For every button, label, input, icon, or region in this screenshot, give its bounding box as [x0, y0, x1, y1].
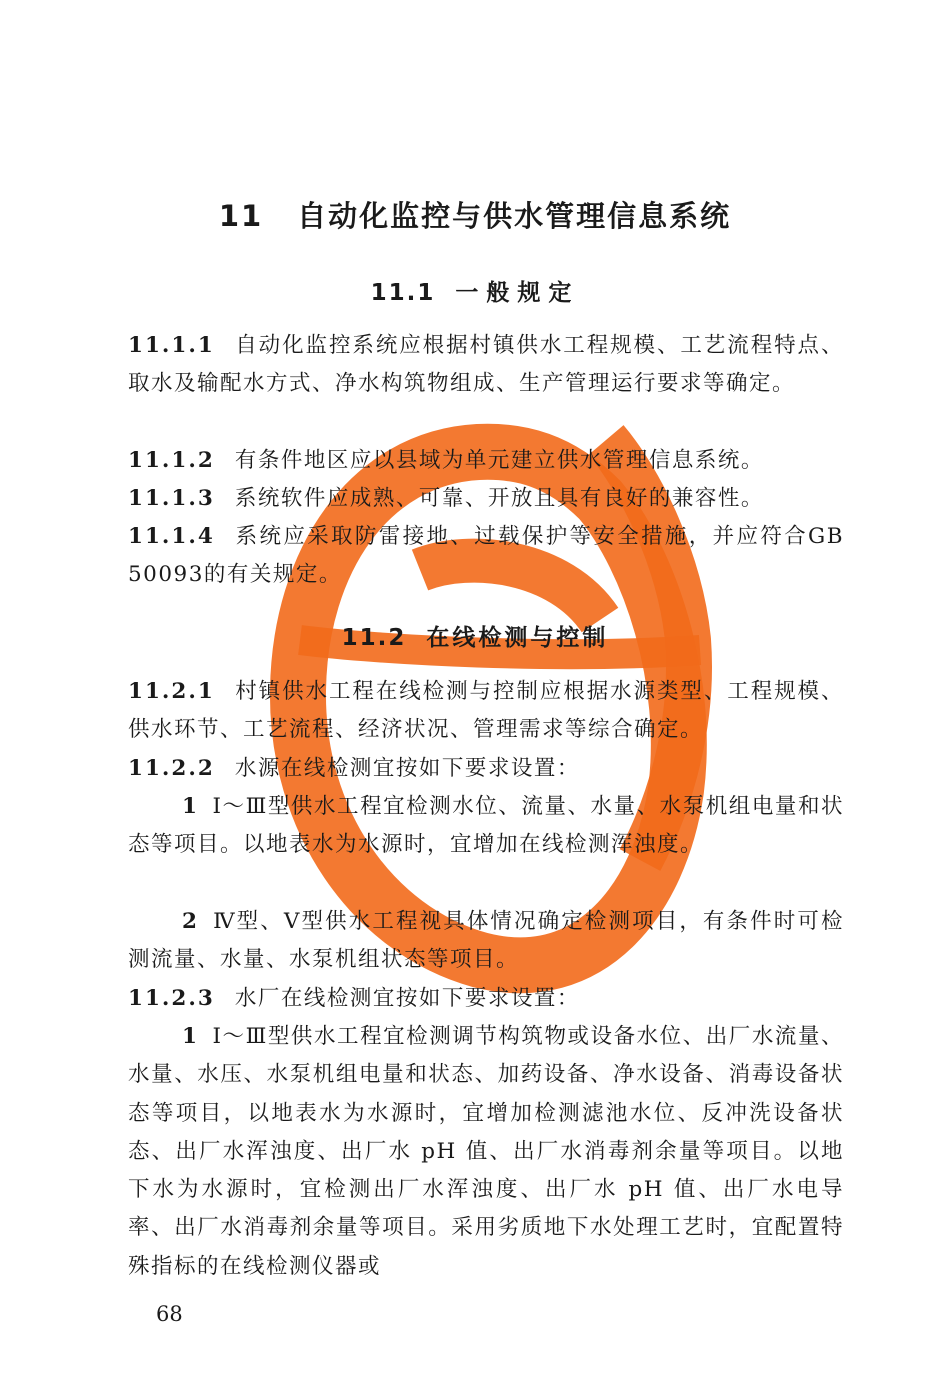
clause-11-2-2 — [128, 750, 844, 788]
clause-text: 水厂在线检测宜按如下要求设置： — [234, 986, 580, 1011]
section-heading-11-2 — [0, 619, 950, 652]
clause-number: 11.1.4 — [128, 524, 215, 549]
section-title-text: 一般规定 — [455, 280, 580, 306]
item-11-2-3-1 — [128, 1018, 844, 1286]
clause-text: 自动化监控系统应根据村镇供水工程规模、工艺流程特点、取水及输配水方式、净水构筑物组成、生产管理运行要求等确定。 — [128, 333, 844, 397]
clause-number: 11.1.2 — [128, 448, 215, 473]
chapter-heading — [0, 194, 950, 235]
clause-11-2-1 — [128, 673, 844, 750]
clause-text: 有条件地区应以县域为单元建立供水管理信息系统。 — [234, 448, 764, 473]
clause-number: 11.1.1 — [128, 333, 215, 358]
chapter-number: 11 — [218, 199, 264, 233]
item-number: 1 — [182, 794, 199, 819]
section-number: 11.2 — [341, 625, 407, 651]
clause-text: 水源在线检测宜按如下要求设置： — [234, 756, 580, 781]
item-text: Ⅰ～Ⅲ型供水工程宜检测水位、流量、水量、水泵机组电量和状态等项目。以地表水为水源时，宜增加在线检测浑浊度。 — [128, 794, 844, 858]
clause-text: 系统应采取防雷接地、过载保护等安全措施，并应符合GB 50093的有关规定。 — [128, 524, 844, 588]
clause-text: 村镇供水工程在线检测与控制应根据水源类型、工程规模、供水环节、工艺流程、经济状况、管理需求等综合确定。 — [128, 679, 844, 743]
section-heading-11-1 — [0, 274, 950, 307]
clause-11-1-1 — [128, 327, 844, 404]
section-number: 11.1 — [370, 280, 436, 306]
clause-11-1-3 — [128, 480, 844, 518]
clause-number: 11.1.3 — [128, 486, 215, 511]
page-number: 68 — [156, 1302, 183, 1326]
clause-number: 11.2.2 — [128, 756, 215, 781]
clause-11-2-3 — [128, 980, 844, 1018]
item-number: 2 — [182, 909, 199, 934]
clause-number: 11.2.1 — [128, 679, 215, 704]
item-number: 1 — [182, 1024, 199, 1049]
item-text: Ⅳ型、Ⅴ型供水工程视具体情况确定检测项目，有条件时可检测流量、水量、水泵机组状态等项目。 — [128, 909, 844, 973]
clause-11-1-4 — [128, 518, 844, 595]
section-title-text: 在线检测与控制 — [426, 625, 609, 651]
clause-number: 11.2.3 — [128, 986, 215, 1011]
clause-11-1-2 — [128, 442, 844, 480]
item-text: Ⅰ～Ⅲ型供水工程宜检测调节构筑物或设备水位、出厂水流量、水量、水压、水泵机组电量和状态、加药设备、净水设备、消毒设备状态等项目，以地表水为水源时，宜增加检测滤池水位、反冲洗设备状态、出厂水浑浊度、出厂水 pH 值、出厂水消毒剂余量等项目。以地下水为水源时，宜检测出厂水浑浊度、出厂水 pH 值、出厂水电导率、出厂水消毒剂余量等项目。采用劣质地下水处理工艺时，宜配置特殊指标的在线检测仪器或 — [128, 1024, 844, 1279]
item-11-2-2-2 — [128, 903, 844, 980]
item-11-2-2-1 — [128, 788, 844, 865]
chapter-title-text: 自动化监控与供水管理信息系统 — [297, 199, 732, 233]
clause-text: 系统软件应成熟、可靠、开放且具有良好的兼容性。 — [234, 486, 764, 511]
